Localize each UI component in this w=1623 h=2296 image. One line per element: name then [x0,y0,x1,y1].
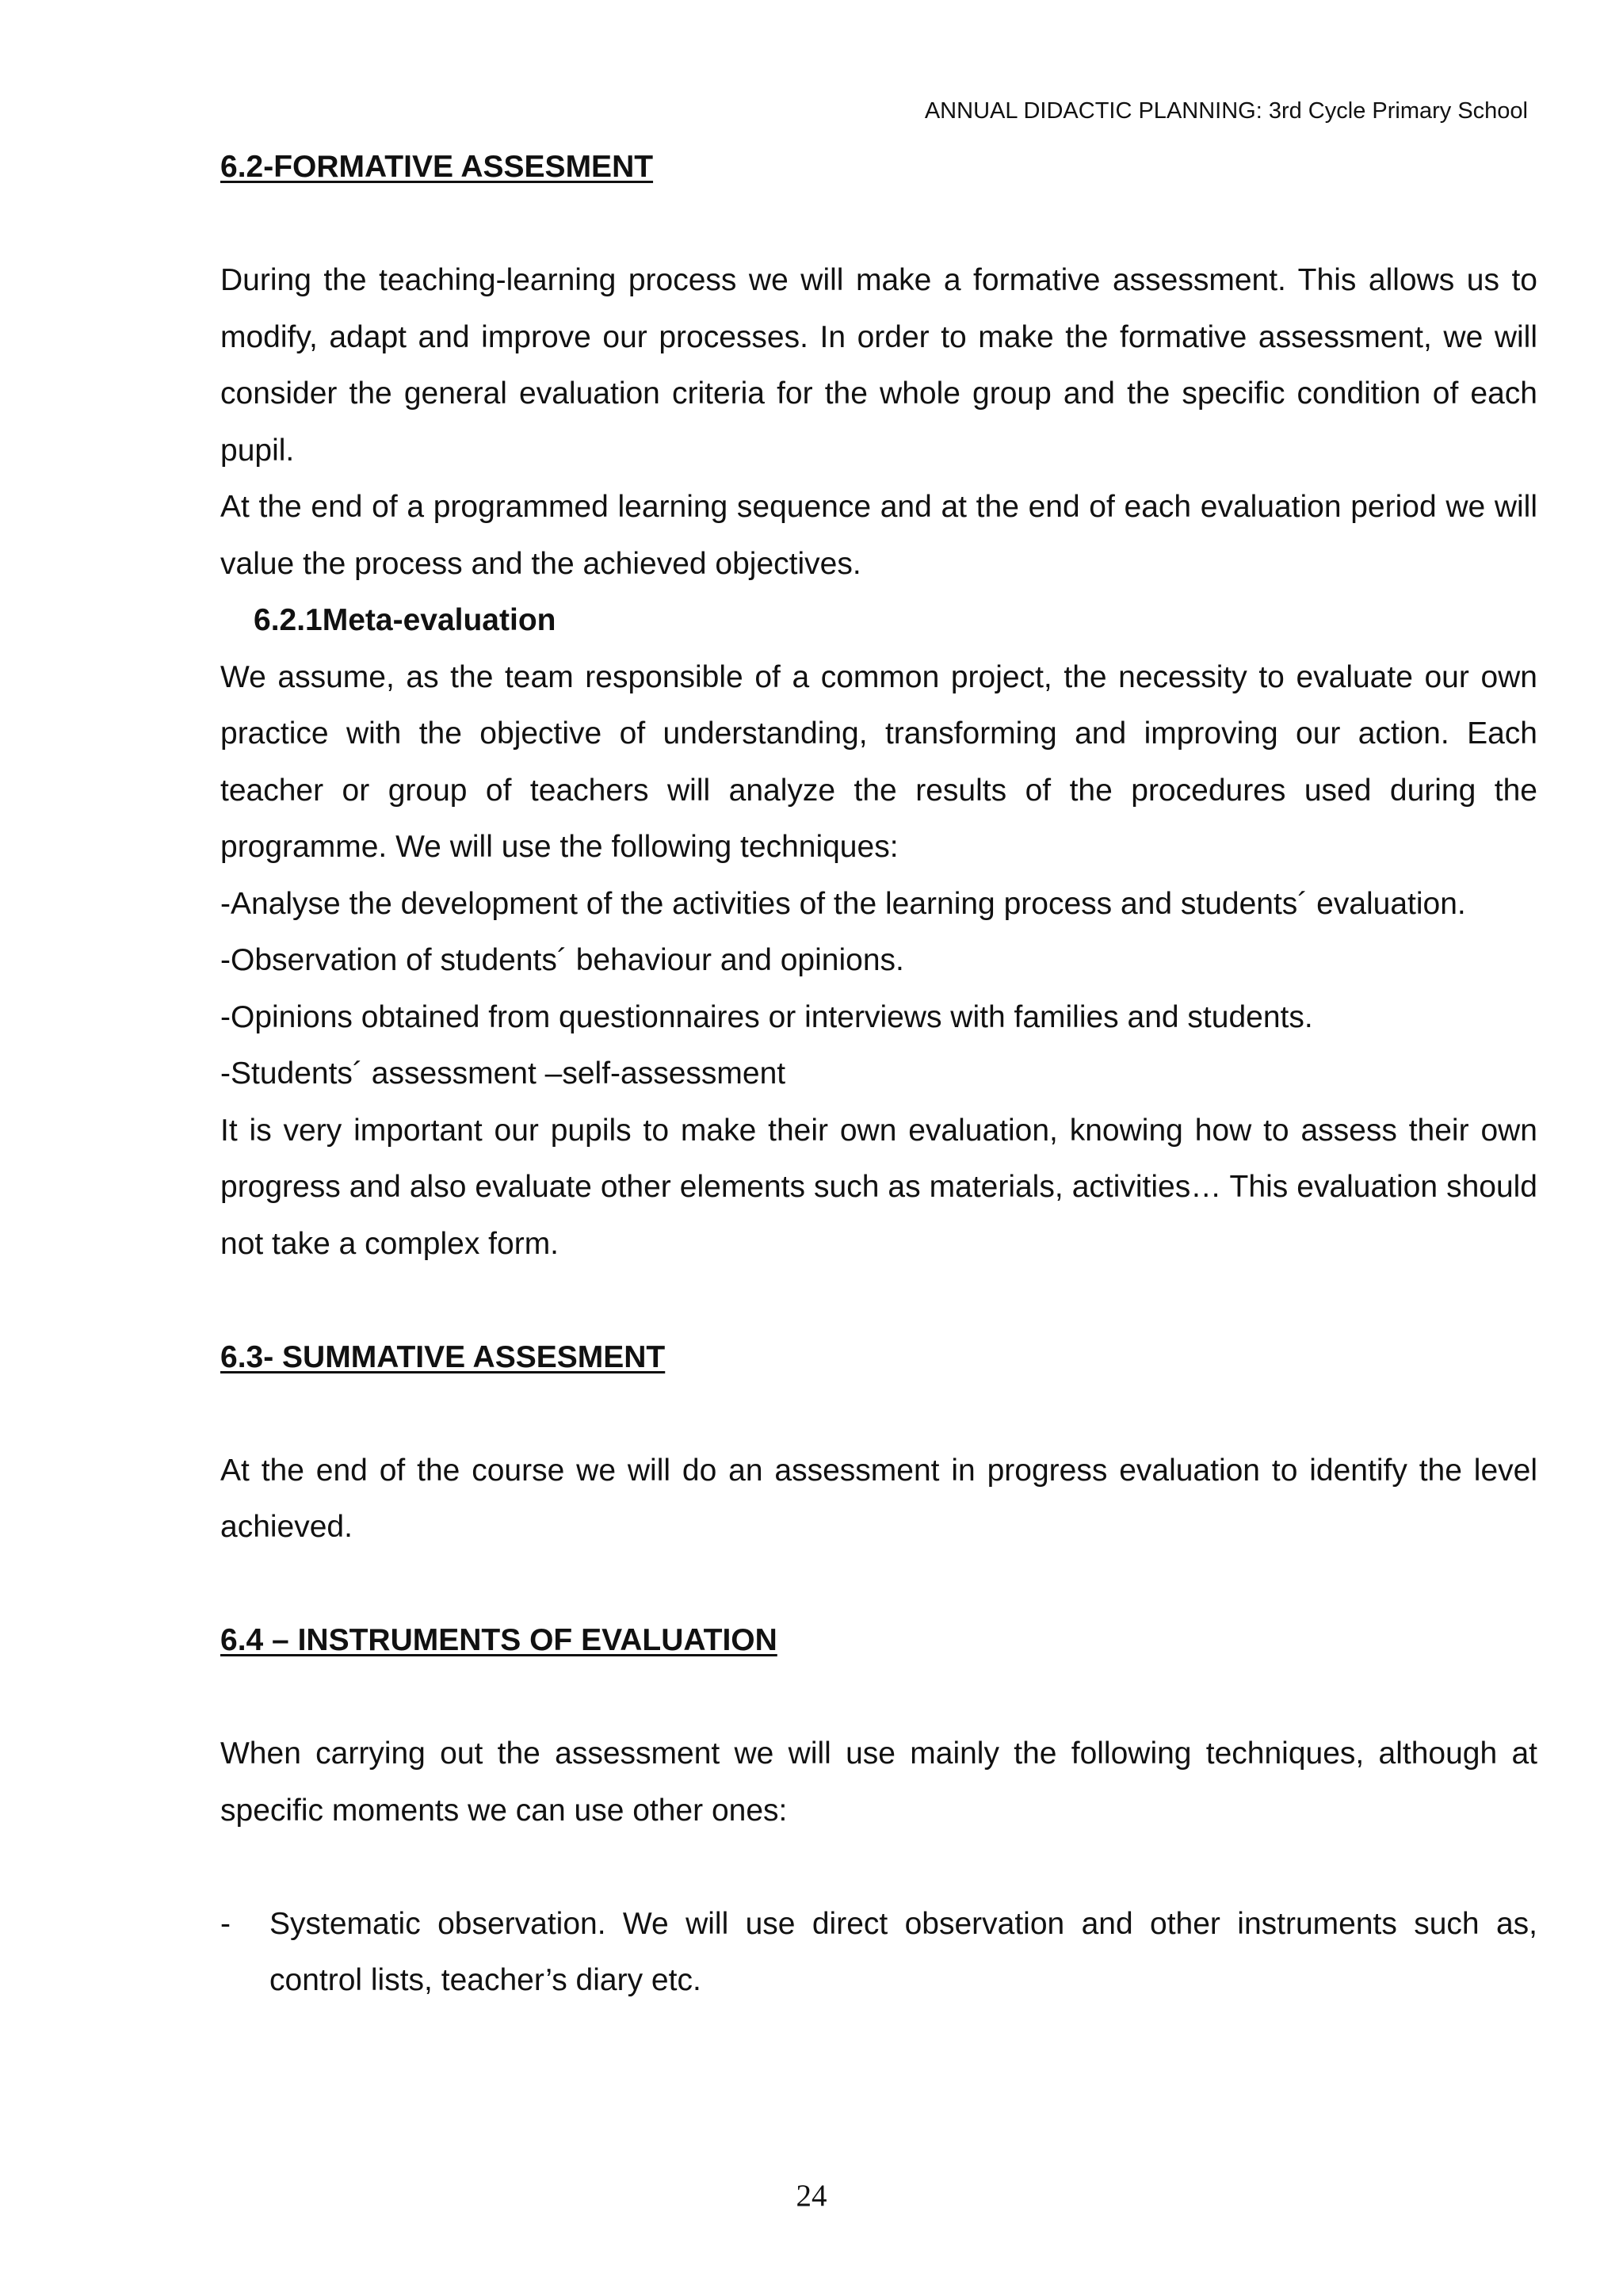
spacer [220,1272,1537,1329]
paragraph: During the teaching-learning process we will make a formative assessment. This allows us to modify, adapt and improve our processes. In order to make the formative assessment, we will consider the general evaluation criteria for the whole group and the specific condition of each pupil. [220,263,1537,468]
section-heading-formative: 6.2-FORMATIVE ASSESMENT [220,150,654,184]
spacer [220,1556,1537,1613]
running-header: ANNUAL DIDACTIC PLANNING: 3rd Cycle Primary School [924,98,1528,124]
technique-item: -Opinions obtained from questionnaires or interviews with families and students. [220,999,1313,1034]
section-heading-instruments: 6.4 – INSTRUMENTS OF EVALUATION [220,1623,777,1657]
page-number: 24 [796,2179,827,2213]
spacer [220,1839,1537,1896]
list-item [220,1896,1537,2009]
technique-item: -Analyse the development of the activities of the learning process and students´ evaluation. [220,886,1466,921]
paragraph: At the end of the course we will do an assessment in progress evaluation to identify the level achieved. [220,1453,1537,1544]
section-heading-summative: 6.3- SUMMATIVE ASSESMENT [220,1339,666,1374]
paragraph: At the end of a programmed learning sequence and at the end of each evaluation period we will value the process and the achieved objectives. [220,490,1537,581]
paragraph: When carrying out the assessment we will use mainly the following techniques, although at specific moments we can use other ones: [220,1736,1537,1828]
paragraph: It is very important our pupils to make their own evaluation, knowing how to assess their own progress and also evaluate other elements such as materials, activities… This evaluation should not take a complex form. [220,1113,1537,1261]
spacer [220,1669,1537,1726]
paragraph: We assume, as the team responsible of a common project, the necessity to evaluate our own practice with the objective of understanding, transforming and improving our action. Each teacher or group of teachers will analyze the results of the procedures used during the programme. We will use the following techniques: [220,659,1537,864]
list-item-text: Systematic observation. We will use direct observation and other instruments such as, control lists, teacher’s diary etc. [269,1906,1537,1997]
spacer [220,1385,1537,1442]
list-bullet: - [220,1906,231,1941]
page-content [220,139,1537,2009]
technique-item: -Observation of students´ behaviour and opinions. [220,943,904,977]
technique-item: -Students´ assessment –self-assessment [220,1056,786,1091]
spacer [220,196,1537,253]
subsection-heading-meta-evaluation: 6.2.1Meta-evaluation [254,603,556,637]
